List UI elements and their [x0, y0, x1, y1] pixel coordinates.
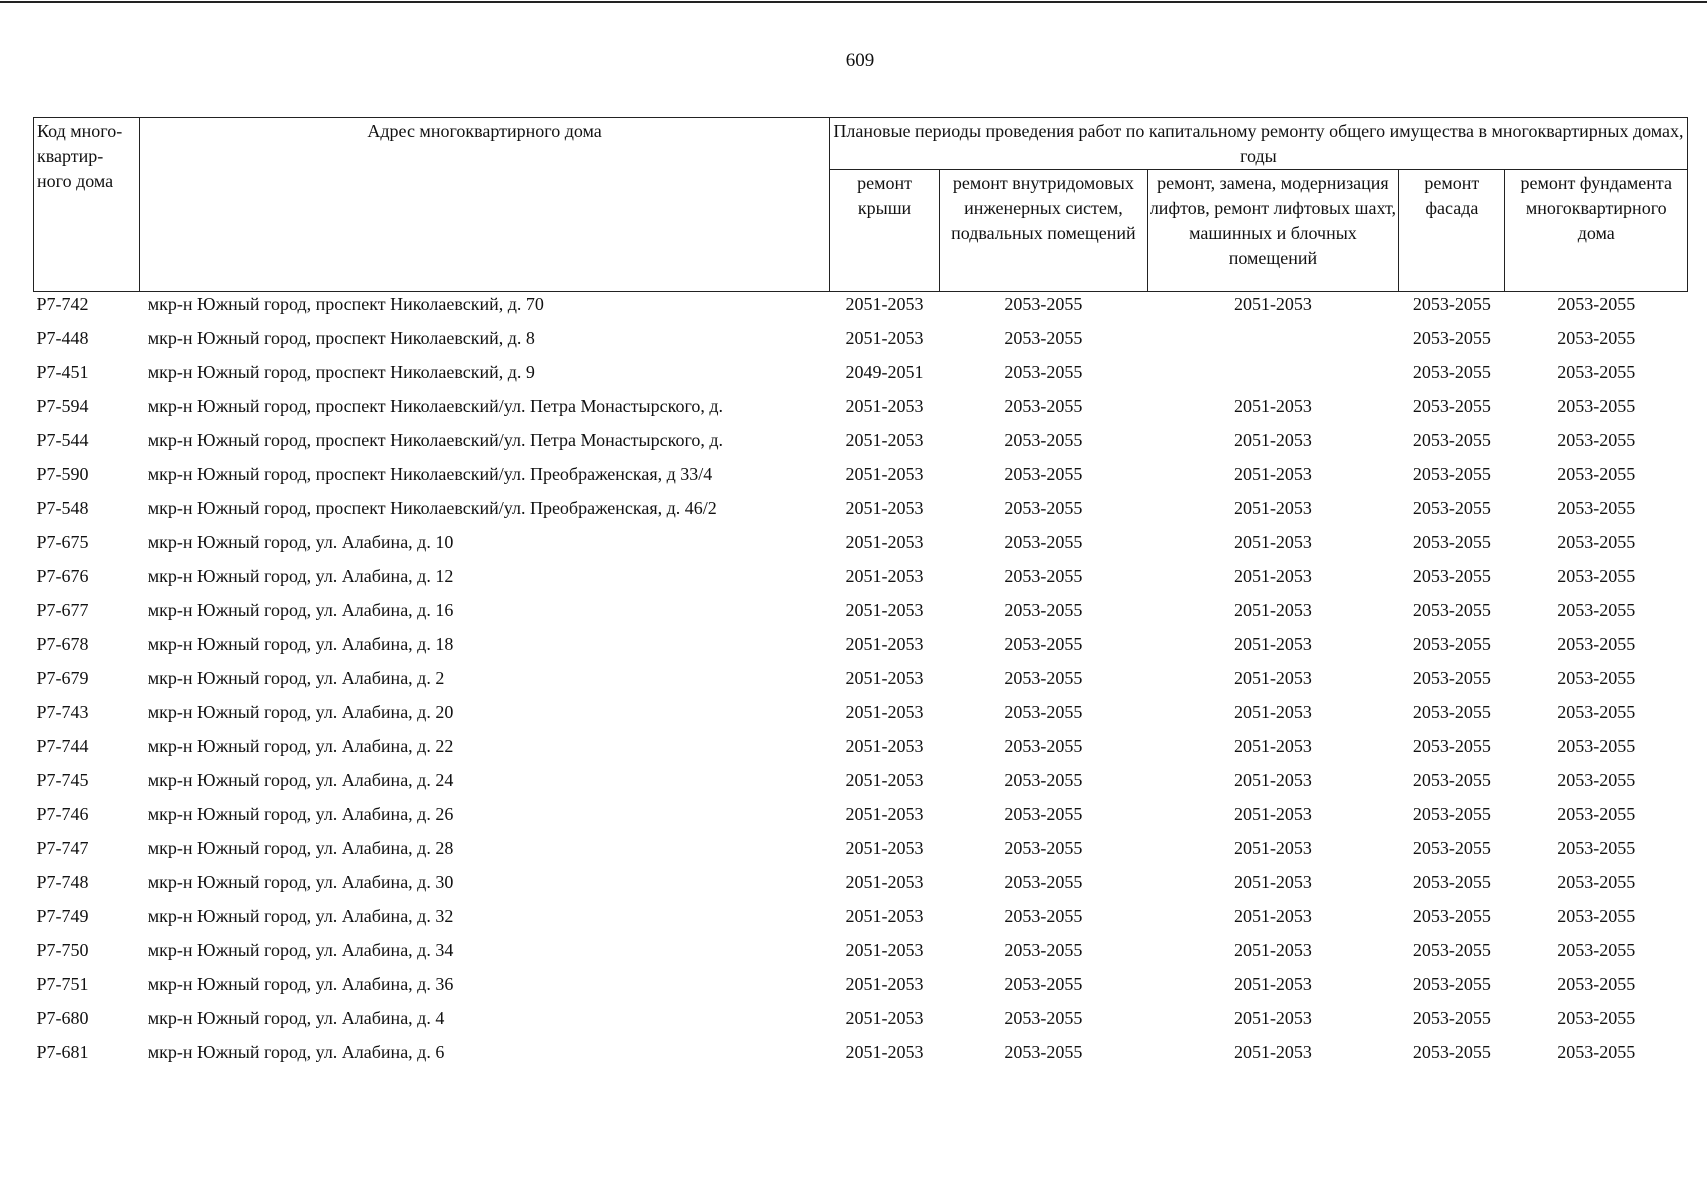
- cell-facade: 2053-2055: [1412, 906, 1491, 926]
- cell-roof: 2051-2053: [845, 634, 924, 654]
- cell-engineering: 2053-2055: [1004, 566, 1083, 586]
- cell-foundation: 2053-2055: [1557, 600, 1636, 620]
- cell-code: Р7-749: [36, 906, 89, 926]
- cell-engineering: 2053-2055: [1004, 838, 1083, 858]
- cell-facade: 2053-2055: [1412, 464, 1491, 484]
- cell-facade: 2053-2055: [1412, 362, 1491, 382]
- cell-facade: 2053-2055: [1412, 532, 1491, 552]
- header-address: Адрес многоквартирного дома: [140, 118, 830, 292]
- cell-facade: 2053-2055: [1412, 1042, 1491, 1062]
- cell-foundation: 2053-2055: [1557, 362, 1636, 382]
- cell-address: мкр-н Южный город, ул. Алабина, д. 24: [147, 770, 454, 790]
- table-row: [34, 1040, 1688, 1074]
- cell-code: Р7-746: [36, 804, 89, 824]
- cell-code: Р7-751: [36, 974, 89, 994]
- cell-engineering: 2053-2055: [1004, 430, 1083, 450]
- cell-roof: 2051-2053: [845, 838, 924, 858]
- cell-engineering: 2053-2055: [1004, 736, 1083, 756]
- cell-roof: 2051-2053: [845, 532, 924, 552]
- table-row: [34, 326, 1688, 360]
- cell-roof: 2051-2053: [845, 804, 924, 824]
- cell-address: мкр-н Южный город, ул. Алабина, д. 20: [147, 702, 454, 722]
- cell-elevators: [1147, 360, 1399, 394]
- cell-roof: 2051-2053: [845, 940, 924, 960]
- cell-roof: 2051-2053: [845, 464, 924, 484]
- cell-address: мкр-н Южный город, ул. Алабина, д. 10: [147, 532, 454, 552]
- header-planned-periods: Плановые периоды проведения работ по капитальному ремонту общего имущества в многоквартирных домах, годы: [829, 118, 1687, 170]
- cell-foundation: 2053-2055: [1557, 702, 1636, 722]
- table-row: [34, 530, 1688, 564]
- cell-facade: 2053-2055: [1412, 974, 1491, 994]
- cell-address: мкр-н Южный город, ул. Алабина, д. 28: [147, 838, 454, 858]
- cell-code: Р7-750: [36, 940, 89, 960]
- cell-code: Р7-748: [36, 872, 89, 892]
- cell-engineering: 2053-2055: [1004, 464, 1083, 484]
- cell-elevators: 2051-2053: [1233, 906, 1312, 926]
- cell-code: Р7-448: [36, 328, 89, 348]
- cell-foundation: 2053-2055: [1557, 668, 1636, 688]
- cell-foundation: 2053-2055: [1557, 736, 1636, 756]
- table-row: [34, 496, 1688, 530]
- table-row: [34, 802, 1688, 836]
- table-row: [34, 394, 1688, 428]
- cell-engineering: 2053-2055: [1004, 1042, 1083, 1062]
- cell-elevators: 2051-2053: [1233, 702, 1312, 722]
- header-code: Код много-квартир-ного дома: [34, 118, 140, 292]
- cell-address: мкр-н Южный город, ул. Алабина, д. 36: [147, 974, 454, 994]
- cell-foundation: 2053-2055: [1557, 974, 1636, 994]
- table-header: [34, 118, 1688, 292]
- cell-address: мкр-н Южный город, проспект Николаевский, д. 70: [147, 294, 544, 314]
- cell-foundation: 2053-2055: [1557, 294, 1636, 314]
- table-row: [34, 632, 1688, 666]
- cell-elevators: 2051-2053: [1233, 532, 1312, 552]
- cell-elevators: 2051-2053: [1233, 838, 1312, 858]
- cell-foundation: 2053-2055: [1557, 430, 1636, 450]
- cell-facade: 2053-2055: [1412, 838, 1491, 858]
- cell-engineering: 2053-2055: [1004, 668, 1083, 688]
- cell-roof: 2051-2053: [845, 328, 924, 348]
- page-number: 609: [845, 50, 875, 71]
- cell-address: мкр-н Южный город, ул. Алабина, д. 6: [147, 1042, 445, 1062]
- cell-roof: 2051-2053: [845, 770, 924, 790]
- cell-engineering: 2053-2055: [1004, 974, 1083, 994]
- cell-engineering: 2053-2055: [1004, 906, 1083, 926]
- cell-address: мкр-н Южный город, ул. Алабина, д. 18: [147, 634, 454, 654]
- table-row: [34, 938, 1688, 972]
- header-facade: ремонт фасада: [1399, 170, 1505, 292]
- cell-elevators: 2051-2053: [1233, 940, 1312, 960]
- cell-address: мкр-н Южный город, проспект Николаевский/ул. Петра Монастырского, д.: [147, 396, 724, 416]
- cell-roof: 2051-2053: [845, 498, 924, 518]
- cell-engineering: 2053-2055: [1004, 634, 1083, 654]
- cell-facade: 2053-2055: [1412, 804, 1491, 824]
- cell-code: Р7-451: [36, 362, 89, 382]
- cell-code: Р7-680: [36, 1008, 89, 1028]
- table-row: [34, 1006, 1688, 1040]
- cell-roof: 2051-2053: [845, 294, 924, 314]
- cell-elevators: 2051-2053: [1233, 294, 1312, 314]
- cell-elevators: 2051-2053: [1233, 872, 1312, 892]
- cell-foundation: 2053-2055: [1557, 872, 1636, 892]
- cell-address: мкр-н Южный город, ул. Алабина, д. 32: [147, 906, 454, 926]
- cell-foundation: 2053-2055: [1557, 906, 1636, 926]
- cell-facade: 2053-2055: [1412, 396, 1491, 416]
- cell-foundation: 2053-2055: [1557, 804, 1636, 824]
- table-row: [34, 700, 1688, 734]
- cell-code: Р7-590: [36, 464, 89, 484]
- cell-foundation: 2053-2055: [1557, 396, 1636, 416]
- cell-address: мкр-н Южный город, ул. Алабина, д. 22: [147, 736, 454, 756]
- cell-roof: 2051-2053: [845, 600, 924, 620]
- cell-elevators: 2051-2053: [1233, 464, 1312, 484]
- cell-elevators: 2051-2053: [1233, 974, 1312, 994]
- header-elevators: ремонт, замена, модернизация лифтов, ремонт лифтовых шахт, машинных и блочных помещений: [1147, 170, 1399, 292]
- cell-facade: 2053-2055: [1412, 498, 1491, 518]
- cell-address: мкр-н Южный город, проспект Николаевский, д. 8: [147, 328, 535, 348]
- cell-facade: 2053-2055: [1412, 634, 1491, 654]
- cell-address: мкр-н Южный город, ул. Алабина, д. 30: [147, 872, 454, 892]
- cell-facade: 2053-2055: [1412, 770, 1491, 790]
- cell-engineering: 2053-2055: [1004, 396, 1083, 416]
- cell-facade: 2053-2055: [1412, 1008, 1491, 1028]
- cell-foundation: 2053-2055: [1557, 1008, 1636, 1028]
- cell-roof: 2051-2053: [845, 974, 924, 994]
- cell-code: Р7-681: [36, 1042, 89, 1062]
- table-row: [34, 292, 1688, 327]
- cell-address: мкр-н Южный город, ул. Алабина, д. 12: [147, 566, 454, 586]
- cell-elevators: 2051-2053: [1233, 634, 1312, 654]
- cell-roof: 2049-2051: [845, 362, 924, 382]
- table-row: [34, 564, 1688, 598]
- table-row: [34, 666, 1688, 700]
- cell-elevators: 2051-2053: [1233, 430, 1312, 450]
- cell-engineering: 2053-2055: [1004, 362, 1083, 382]
- cell-elevators: 2051-2053: [1233, 1042, 1312, 1062]
- cell-facade: 2053-2055: [1412, 668, 1491, 688]
- header-foundation: ремонт фундамента многоквартирного дома: [1505, 170, 1688, 292]
- cell-facade: 2053-2055: [1412, 940, 1491, 960]
- table-row: [34, 360, 1688, 394]
- cell-roof: 2051-2053: [845, 396, 924, 416]
- table-row: [34, 836, 1688, 870]
- top-rule: [0, 1, 1707, 3]
- cell-foundation: 2053-2055: [1557, 532, 1636, 552]
- cell-foundation: 2053-2055: [1557, 838, 1636, 858]
- table-row: [34, 768, 1688, 802]
- cell-roof: 2051-2053: [845, 872, 924, 892]
- cell-foundation: 2053-2055: [1557, 566, 1636, 586]
- cell-engineering: 2053-2055: [1004, 804, 1083, 824]
- cell-address: мкр-н Южный город, проспект Николаевский/ул. Петра Монастырского, д.: [147, 430, 724, 450]
- table-row: [34, 904, 1688, 938]
- cell-foundation: 2053-2055: [1557, 1042, 1636, 1062]
- cell-roof: 2051-2053: [845, 906, 924, 926]
- cell-engineering: 2053-2055: [1004, 940, 1083, 960]
- cell-elevators: 2051-2053: [1233, 396, 1312, 416]
- cell-address: мкр-н Южный город, проспект Николаевский/ул. Преображенская, д 33/4: [147, 464, 713, 484]
- cell-code: Р7-679: [36, 668, 89, 688]
- table-row: [34, 870, 1688, 904]
- table-row: [34, 428, 1688, 462]
- header-engineering: ремонт внутридомовых инженерных систем, подвальных помещений: [940, 170, 1147, 292]
- cell-code: Р7-747: [36, 838, 89, 858]
- cell-elevators: 2051-2053: [1233, 566, 1312, 586]
- cell-elevators: 2051-2053: [1233, 600, 1312, 620]
- cell-roof: 2051-2053: [845, 736, 924, 756]
- cell-facade: 2053-2055: [1412, 872, 1491, 892]
- cell-roof: 2051-2053: [845, 702, 924, 722]
- cell-code: Р7-676: [36, 566, 89, 586]
- cell-engineering: 2053-2055: [1004, 328, 1083, 348]
- cell-engineering: 2053-2055: [1004, 600, 1083, 620]
- cell-address: мкр-н Южный город, ул. Алабина, д. 2: [147, 668, 445, 688]
- cell-foundation: 2053-2055: [1557, 328, 1636, 348]
- cell-roof: 2051-2053: [845, 1042, 924, 1062]
- cell-code: Р7-678: [36, 634, 89, 654]
- cell-address: мкр-н Южный город, ул. Алабина, д. 34: [147, 940, 454, 960]
- cell-foundation: 2053-2055: [1557, 940, 1636, 960]
- cell-facade: 2053-2055: [1412, 600, 1491, 620]
- cell-roof: 2051-2053: [845, 430, 924, 450]
- cell-code: Р7-544: [36, 430, 89, 450]
- cell-elevators: 2051-2053: [1233, 804, 1312, 824]
- table-body: [34, 292, 1688, 1075]
- cell-engineering: 2053-2055: [1004, 294, 1083, 314]
- cell-engineering: 2053-2055: [1004, 702, 1083, 722]
- cell-address: мкр-н Южный город, ул. Алабина, д. 26: [147, 804, 454, 824]
- cell-code: Р7-743: [36, 702, 89, 722]
- cell-address: мкр-н Южный город, проспект Николаевский/ул. Преображенская, д. 46/2: [147, 498, 717, 518]
- table-row: [34, 734, 1688, 768]
- cell-engineering: 2053-2055: [1004, 1008, 1083, 1028]
- cell-foundation: 2053-2055: [1557, 498, 1636, 518]
- cell-facade: 2053-2055: [1412, 294, 1491, 314]
- cell-engineering: 2053-2055: [1004, 872, 1083, 892]
- table-row: [34, 462, 1688, 496]
- cell-code: Р7-744: [36, 736, 89, 756]
- cell-code: Р7-548: [36, 498, 89, 518]
- cell-facade: 2053-2055: [1412, 736, 1491, 756]
- cell-facade: 2053-2055: [1412, 566, 1491, 586]
- cell-facade: 2053-2055: [1412, 702, 1491, 722]
- cell-address: мкр-н Южный город, ул. Алабина, д. 4: [147, 1008, 445, 1028]
- cell-code: Р7-675: [36, 532, 89, 552]
- cell-elevators: 2051-2053: [1233, 1008, 1312, 1028]
- cell-address: мкр-н Южный город, ул. Алабина, д. 16: [147, 600, 454, 620]
- cell-address: мкр-н Южный город, проспект Николаевский, д. 9: [147, 362, 535, 382]
- cell-code: Р7-742: [36, 294, 89, 314]
- cell-engineering: 2053-2055: [1004, 532, 1083, 552]
- repair-schedule-table: [33, 117, 1688, 1074]
- header-roof: ремонт крыши: [829, 170, 939, 292]
- cell-engineering: 2053-2055: [1004, 498, 1083, 518]
- cell-roof: 2051-2053: [845, 668, 924, 688]
- cell-elevators: 2051-2053: [1233, 668, 1312, 688]
- cell-foundation: 2053-2055: [1557, 464, 1636, 484]
- cell-facade: 2053-2055: [1412, 430, 1491, 450]
- cell-facade: 2053-2055: [1412, 328, 1491, 348]
- cell-foundation: 2053-2055: [1557, 634, 1636, 654]
- cell-elevators: 2051-2053: [1233, 498, 1312, 518]
- cell-elevators: [1147, 326, 1399, 360]
- cell-code: Р7-677: [36, 600, 89, 620]
- cell-code: Р7-745: [36, 770, 89, 790]
- cell-foundation: 2053-2055: [1557, 770, 1636, 790]
- cell-roof: 2051-2053: [845, 566, 924, 586]
- table-row: [34, 972, 1688, 1006]
- cell-code: Р7-594: [36, 396, 89, 416]
- table-row: [34, 598, 1688, 632]
- cell-roof: 2051-2053: [845, 1008, 924, 1028]
- cell-elevators: 2051-2053: [1233, 736, 1312, 756]
- cell-elevators: 2051-2053: [1233, 770, 1312, 790]
- cell-engineering: 2053-2055: [1004, 770, 1083, 790]
